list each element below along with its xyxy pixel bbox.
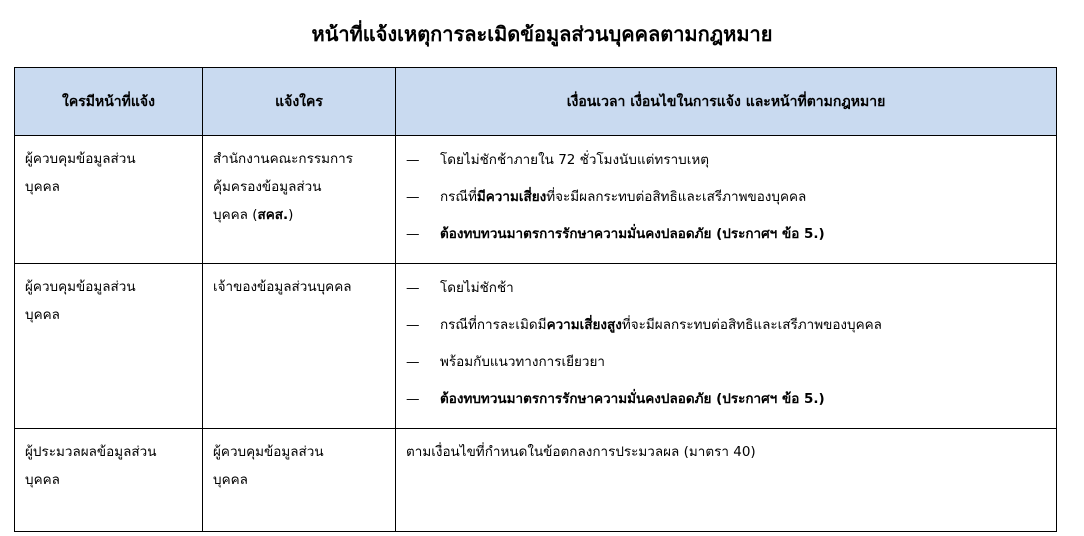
- table-row: [15, 429, 1057, 532]
- item-emphasis: มีความเสี่ยง: [476, 189, 547, 205]
- item-emphasis: ความเสี่ยงสูง: [546, 317, 622, 333]
- list-item: [406, 142, 1046, 179]
- item-text: กรณีที่การละเมิดมี: [440, 317, 547, 333]
- cell-text-line: สำนักงานคณะกรรมการ: [213, 151, 354, 167]
- notification-duties-table: [14, 67, 1057, 532]
- cell-notify-whom: [203, 136, 396, 264]
- cell-conditions: [396, 429, 1057, 532]
- header-notify-whom: แจ้งใคร: [203, 68, 396, 136]
- item-emphasis: ต้องทบทวนมาตรการรักษาความมั่นคงปลอดภัย (ประกาศฯ ข้อ 5.): [440, 391, 825, 407]
- header-who-must-notify: ใครมีหน้าที่แจ้ง: [15, 68, 203, 136]
- list-item: [406, 344, 1046, 381]
- cell-text-line: ผู้ควบคุมข้อมูลส่วน: [25, 151, 136, 167]
- dash-bullet: —: [406, 317, 420, 333]
- item-text: ที่จะมีผลกระทบต่อสิทธิและเสรีภาพของบุคคล: [621, 317, 882, 333]
- cell-text-line: บุคคล: [213, 472, 248, 488]
- dash-bullet: —: [406, 280, 420, 296]
- cell-who: [15, 264, 203, 429]
- cell-text-line: บุคคล: [25, 472, 60, 488]
- cell-who: [15, 429, 203, 532]
- item-text: โดยไม่ชักช้า: [440, 280, 514, 296]
- conditions-list: [406, 142, 1046, 253]
- list-item: [406, 270, 1046, 307]
- cell-text-line: ผู้ควบคุมข้อมูลส่วน: [25, 279, 136, 295]
- table-row: [15, 264, 1057, 429]
- dash-bullet: —: [406, 391, 420, 407]
- cell-text-line: บุคคล: [25, 307, 60, 323]
- cell-text-line: คุ้มครองข้อมูลส่วน: [213, 179, 322, 195]
- cell-text-line: เจ้าของข้อมูลส่วนบุคคล: [213, 279, 352, 295]
- table-row: [15, 136, 1057, 264]
- agency-abbreviation: สคส.: [257, 207, 289, 223]
- cell-text-line: ผู้ประมวลผลข้อมูลส่วน: [25, 444, 157, 460]
- item-text: โดยไม่ชักช้าภายใน 72 ชั่วโมงนับแต่ทราบเหตุ: [440, 152, 709, 168]
- dash-bullet: —: [406, 152, 420, 168]
- header-conditions-duties: เงื่อนเวลา เงื่อนไขในการแจ้ง และหน้าที่ตามกฎหมาย: [396, 68, 1057, 136]
- cell-text: ): [288, 207, 294, 223]
- item-text: พร้อมกับแนวทางการเยียวยา: [440, 354, 605, 370]
- conditions-list: [406, 270, 1046, 418]
- list-item: [406, 381, 1046, 418]
- item-emphasis: ต้องทบทวนมาตรการรักษาความมั่นคงปลอดภัย (ประกาศฯ ข้อ 5.): [440, 226, 825, 242]
- cell-text-line: ผู้ควบคุมข้อมูลส่วน: [213, 444, 324, 460]
- cell-conditions: [396, 136, 1057, 264]
- document-title: หน้าที่แจ้งเหตุการละเมิดข้อมูลส่วนบุคคลตามกฎหมาย: [311, 22, 773, 46]
- dash-bullet: —: [406, 226, 420, 242]
- table-header-row: [15, 68, 1057, 136]
- cell-conditions: [396, 264, 1057, 429]
- list-item: [406, 307, 1046, 344]
- list-item: [406, 216, 1046, 253]
- cell-text-line: ตามเงื่อนไขที่กำหนดในข้อตกลงการประมวลผล (มาตรา 40): [406, 444, 756, 460]
- item-text: ที่จะมีผลกระทบต่อสิทธิและเสรีภาพของบุคคล: [546, 189, 807, 205]
- cell-text: บุคคล (: [213, 207, 258, 223]
- item-text: กรณีที่: [440, 189, 477, 205]
- dash-bullet: —: [406, 189, 420, 205]
- dash-bullet: —: [406, 354, 420, 370]
- cell-who: [15, 136, 203, 264]
- cell-text-line: บุคคล: [25, 179, 60, 195]
- cell-notify-whom: [203, 264, 396, 429]
- list-item: [406, 179, 1046, 216]
- cell-notify-whom: [203, 429, 396, 532]
